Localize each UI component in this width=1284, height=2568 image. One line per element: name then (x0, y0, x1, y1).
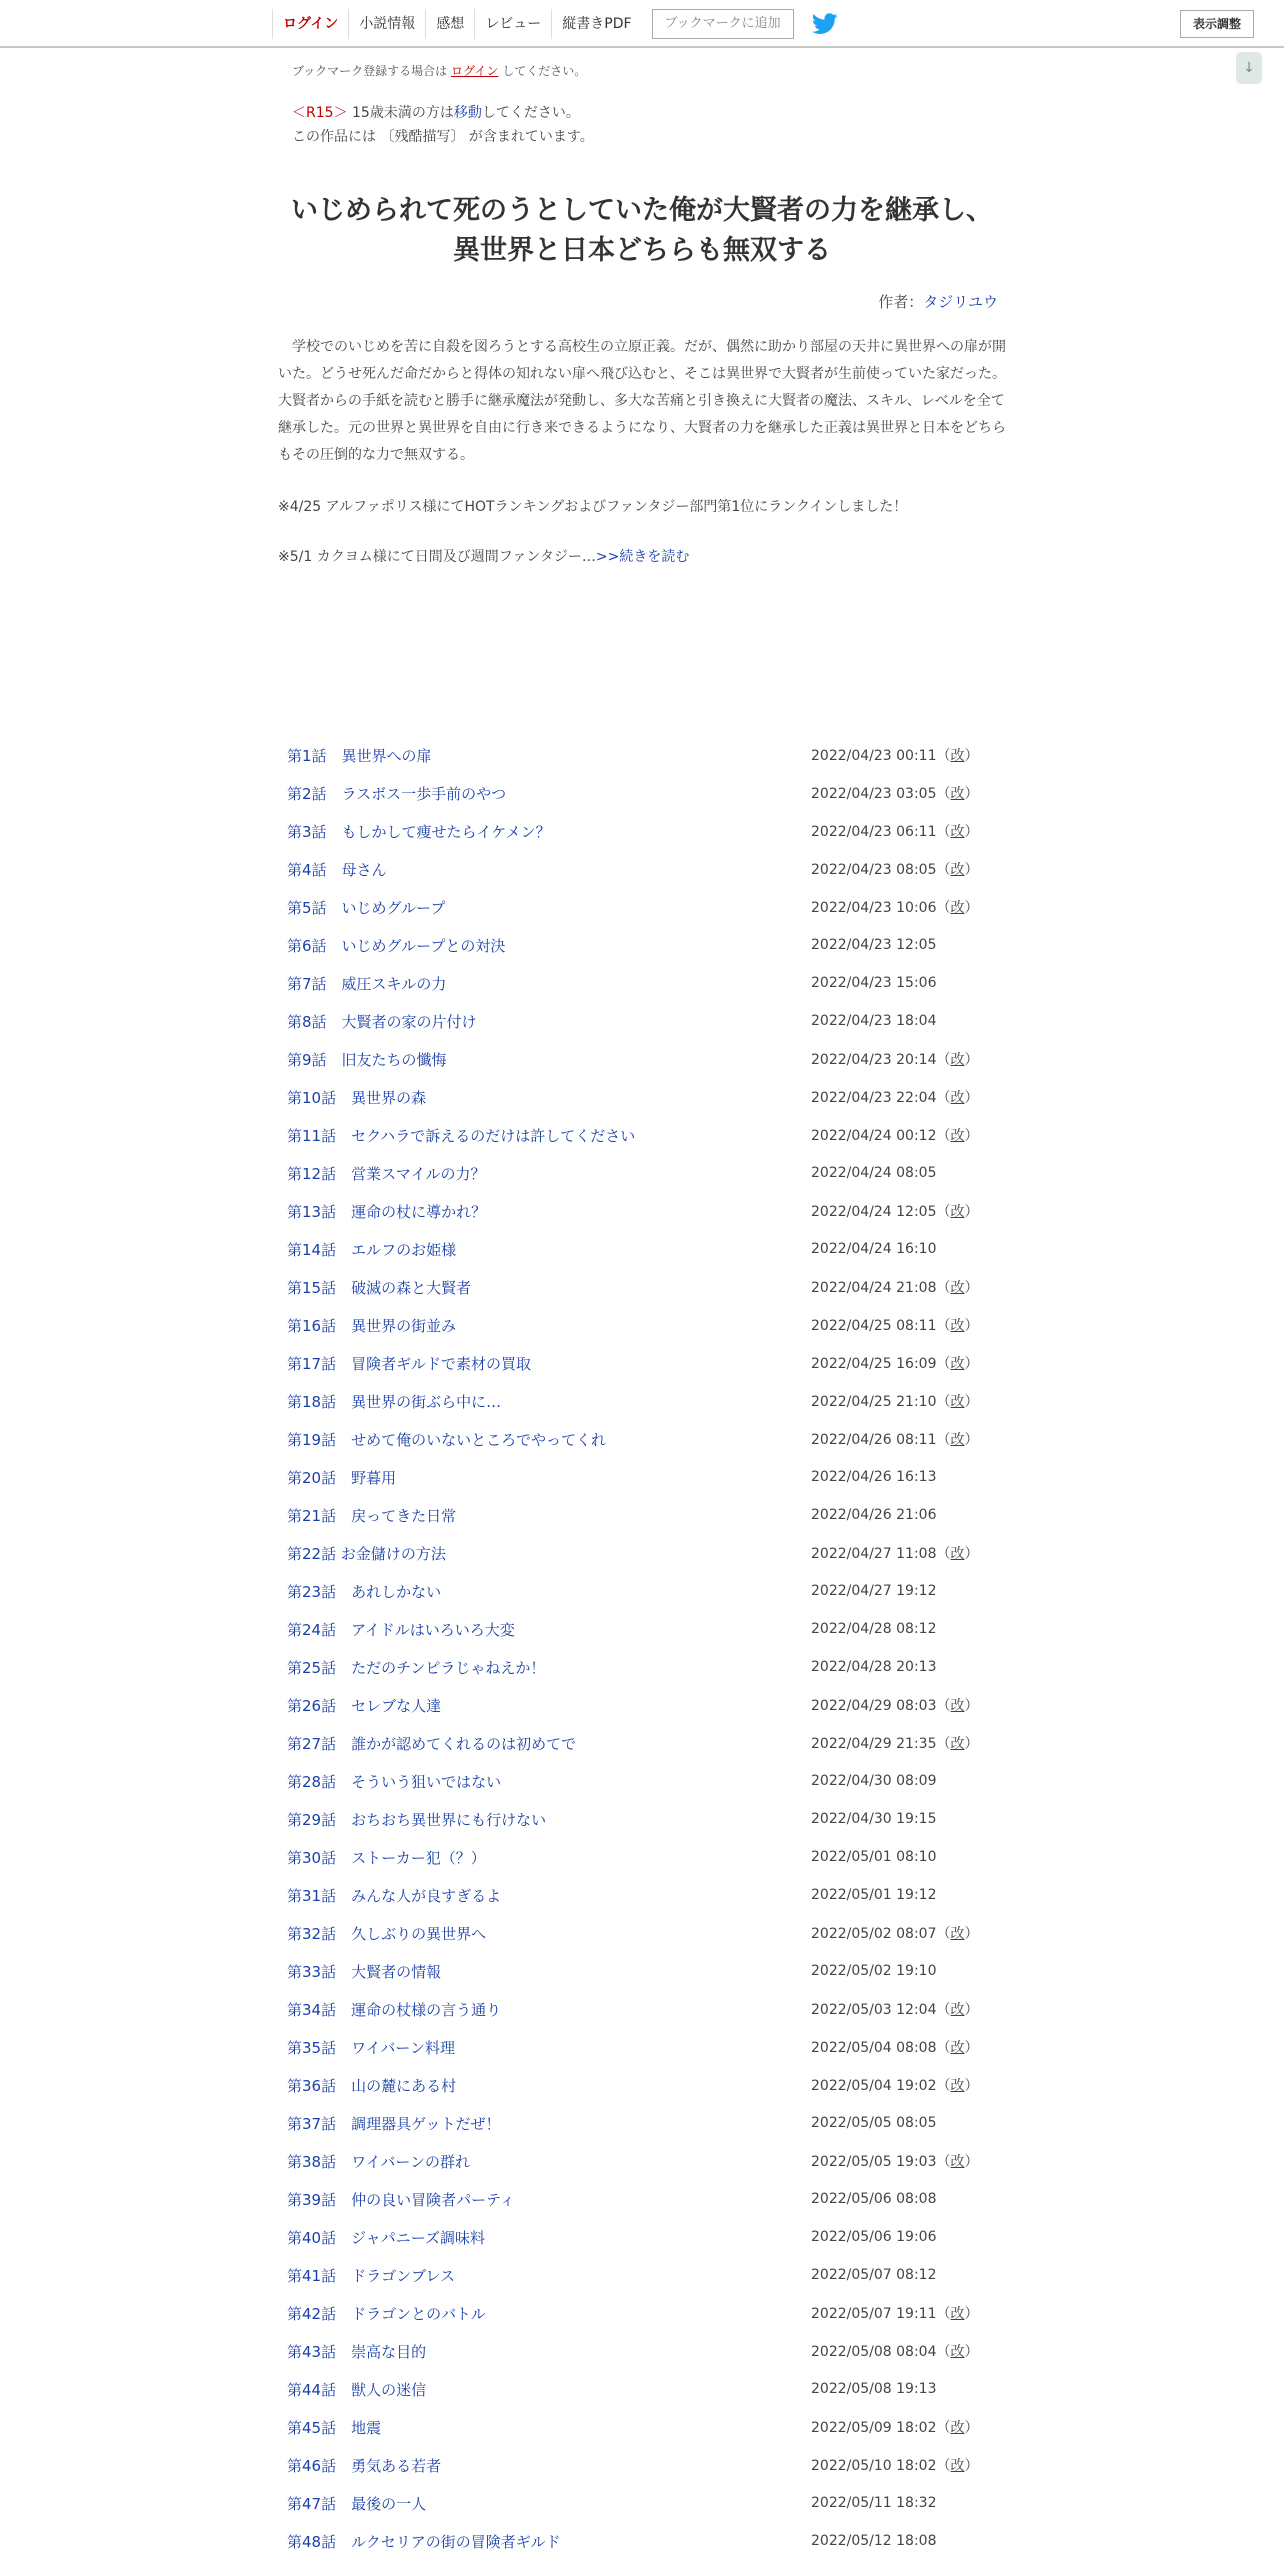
chapter-date: 2022/05/07 08:12 (811, 2267, 937, 2283)
chapter-title-link[interactable]: 第18話 異世界の街ぶら中に… (287, 1392, 502, 1411)
chapter-title-link[interactable]: 第48話 ルクセリアの街の冒険者ギルド (287, 2532, 561, 2551)
revision-mark: 改 (950, 1546, 965, 1562)
synopsis: 学校でのいじめを苦に自殺を図ろうとする高校生の立原正義。だが、偶然に助かり部屋の天井に異世界への扉が開いた。どうせ死んだ命だからと得体の知れない扉へ飛び込むと、そこは異世界で大賢者が生前使っていた家だった。大賢者からの手紙を読むと勝手に継承魔法が発動し、多大な苦痛と引き換えに大賢者の魔法、スキル、レベルを全て継承した。元の世界と異世界を自由に行き来できるようになり、大賢者の力を継承した正義は異世界と日本をどちらもその圧倒的な力で無双する。 (278, 339, 1006, 463)
chapter-row (287, 964, 1007, 1002)
chapter-row (287, 1952, 1007, 1990)
chapter-title-link[interactable]: 第22話 お金儲けの方法 (287, 1544, 446, 1563)
chapter-date: 2022/04/30 08:09 (811, 1773, 937, 1789)
revision-mark: 改 (950, 2344, 965, 2360)
chapter-title-link[interactable]: 第5話 いじめグループ (287, 898, 446, 917)
chapter-row (287, 2370, 1007, 2408)
revision-mark: 改 (950, 1698, 965, 1714)
chapter-title-link[interactable]: 第1話 異世界への扉 (287, 746, 432, 765)
chapter-row (287, 1686, 1007, 1724)
chapter-row (287, 2522, 1007, 2560)
chapter-title-link[interactable]: 第40話 ジャパニーズ調味料 (287, 2228, 486, 2247)
chapter-date: 2022/04/29 21:35（改） (811, 1736, 979, 1752)
chapter-title-link[interactable]: 第4話 母さん (287, 860, 387, 879)
chapter-date: 2022/04/27 11:08（改） (811, 1546, 979, 1562)
chapter-row (287, 1914, 1007, 1952)
chapter-row (287, 1268, 1007, 1306)
chapter-date: 2022/04/23 12:05 (811, 937, 937, 953)
chapter-row (287, 1648, 1007, 1686)
chapter-row (287, 1610, 1007, 1648)
chapter-row (287, 1876, 1007, 1914)
chapter-date: 2022/05/07 19:11（改） (811, 2306, 979, 2322)
chapter-date: 2022/04/24 12:05（改） (811, 1204, 979, 1220)
revision-mark: 改 (950, 2002, 965, 2018)
chapter-row (287, 2218, 1007, 2256)
novel-header (278, 46, 1006, 569)
twitter-bird-icon[interactable] (812, 13, 838, 35)
chapter-title-link[interactable]: 第10話 異世界の森 (287, 1088, 427, 1107)
chapter-title-link[interactable]: 第24話 アイドルはいろいろ大変 (287, 1620, 515, 1639)
chapter-row (287, 1192, 1007, 1230)
chapter-title-link[interactable]: 第9話 旧友たちの懺悔 (287, 1050, 447, 1069)
revision-mark: 改 (950, 1318, 965, 1334)
chapter-row (287, 1040, 1007, 1078)
chapter-row (287, 2028, 1007, 2066)
chapter-date: 2022/04/27 19:12 (811, 1583, 937, 1599)
age-notice-text: 15歳未満の方は (352, 105, 454, 121)
chapter-row (287, 1800, 1007, 1838)
read-more-link[interactable]: >>続きを読む (595, 549, 690, 565)
scroll-down-button[interactable]: ↓ (1236, 52, 1262, 84)
chapter-title-link[interactable]: 第33話 大賢者の情報 (287, 1962, 442, 1981)
chapter-date: 2022/05/05 19:03（改） (811, 2154, 979, 2170)
chapter-row (287, 1990, 1007, 2028)
chapter-date: 2022/05/04 19:02（改） (811, 2078, 979, 2094)
chapter-list (287, 736, 1007, 2560)
chapter-date: 2022/04/24 21:08（改） (811, 1280, 979, 1296)
nav-novel-info-link[interactable]: 小説情報 (348, 9, 425, 39)
chapter-date: 2022/04/28 20:13 (811, 1659, 937, 1675)
chapter-date: 2022/04/24 16:10 (811, 1241, 937, 1257)
revision-mark: 改 (950, 2078, 965, 2094)
chapter-date: 2022/05/02 08:07（改） (811, 1926, 979, 1942)
chapter-row (287, 1762, 1007, 1800)
chapter-title-link[interactable]: 第2話 ラスボス一歩手前のやつ (287, 784, 507, 803)
chapter-date: 2022/04/25 21:10（改） (811, 1394, 979, 1410)
chapter-title-link[interactable]: 第43話 崇高な目的 (287, 2342, 427, 2361)
chapter-title-link[interactable]: 第29話 おちおち異世界にも行けない (287, 1810, 547, 1829)
chapter-row (287, 812, 1007, 850)
chapter-date: 2022/04/23 08:05（改） (811, 862, 979, 878)
chapter-date: 2022/04/30 19:15 (811, 1811, 937, 1827)
chapter-row (287, 2066, 1007, 2104)
chapter-date: 2022/04/24 00:12（改） (811, 1128, 979, 1144)
rating-notice (292, 101, 1006, 149)
nav-login-link[interactable]: ログイン (272, 9, 348, 39)
chapter-row (287, 1230, 1007, 1268)
chapter-row (287, 1002, 1007, 1040)
chapter-title-link[interactable]: 第7話 威圧スキルの力 (287, 974, 447, 993)
chapter-row (287, 1154, 1007, 1192)
chapter-date: 2022/05/10 18:02（改） (811, 2458, 979, 2474)
chapter-title-link[interactable]: 第39話 仲の良い冒険者パーティ (287, 2190, 515, 2209)
revision-mark: 改 (950, 1280, 965, 1296)
chapter-row (287, 1572, 1007, 1610)
ranking-note-1: ※4/25 アルファポリス様にてHOTランキングおよびファンタジー部門第1位にランクインしました！ (278, 499, 908, 515)
chapter-row (287, 2484, 1007, 2522)
chapter-title-link[interactable]: 第45話 地震 (287, 2418, 382, 2437)
author-line (278, 291, 1006, 312)
revision-mark: 改 (950, 1090, 965, 1106)
chapter-date: 2022/04/23 15:06 (811, 975, 937, 991)
chapter-row (287, 888, 1007, 926)
author-link[interactable]: タジリユウ (923, 293, 998, 311)
chapter-title-link[interactable]: 第28話 そういう狙いではない (287, 1772, 502, 1791)
chapter-title-link[interactable]: 第37話 調理器具ゲットだぜ！ (287, 2114, 501, 2133)
chapter-title-link[interactable]: 第17話 冒険者ギルドで素材の買取 (287, 1354, 531, 1373)
chapter-title-link[interactable]: 第36話 山の麓にある村 (287, 2076, 457, 2095)
revision-mark: 改 (950, 748, 965, 764)
chapter-date: 2022/04/26 16:13 (811, 1469, 937, 1485)
chapter-date: 2022/04/23 03:05（改） (811, 786, 979, 802)
chapter-row (287, 1534, 1007, 1572)
revision-mark: 改 (950, 2420, 965, 2436)
chapter-row (287, 2408, 1007, 2446)
chapter-row (287, 1724, 1007, 1762)
chapter-title-link[interactable]: 第12話 営業スマイルの力？ (287, 1164, 486, 1183)
chapter-date: 2022/04/24 08:05 (811, 1165, 937, 1181)
revision-mark: 改 (950, 1052, 965, 1068)
revision-mark: 改 (950, 1394, 965, 1410)
add-bookmark-button[interactable]: ブックマークに追加 (652, 9, 794, 39)
revision-mark: 改 (950, 2306, 965, 2322)
novel-title-line2: 異世界と日本どちらも無双する (453, 235, 831, 266)
chapter-row (287, 2256, 1007, 2294)
chapter-date: 2022/05/12 18:08 (811, 2533, 937, 2549)
chapter-row (287, 1838, 1007, 1876)
chapter-date: 2022/05/01 08:10 (811, 1849, 937, 1865)
chapter-date: 2022/04/23 00:11（改） (811, 748, 979, 764)
top-navigation-bar (0, 0, 1284, 48)
chapter-title-link[interactable]: 第32話 久しぶりの異世界へ (287, 1924, 487, 1943)
chapter-row (287, 926, 1007, 964)
chapter-title-link[interactable]: 第26話 セレブな人達 (287, 1696, 442, 1715)
move-link[interactable]: 移動 (453, 105, 482, 121)
chapter-date: 2022/04/25 08:11（改） (811, 1318, 979, 1334)
chapter-row (287, 2446, 1007, 2484)
revision-mark: 改 (950, 2040, 965, 2056)
chapter-title-link[interactable]: 第15話 破滅の森と大賢者 (287, 1278, 472, 1297)
chapter-title-link[interactable]: 第27話 誰かが認めてくれるのは初めてで (287, 1734, 577, 1753)
chapter-title-link[interactable]: 第6話 いじめグループとの対決 (287, 936, 506, 955)
chapter-title-link[interactable]: 第3話 もしかして痩せたらイケメン？ (287, 822, 551, 841)
chapter-date: 2022/04/23 20:14（改） (811, 1052, 979, 1068)
chapter-title-link[interactable]: 第47話 最後の一人 (287, 2494, 427, 2513)
chapter-row (287, 1078, 1007, 1116)
revision-mark: 改 (950, 824, 965, 840)
revision-mark: 改 (950, 900, 965, 916)
chapter-row (287, 1496, 1007, 1534)
chapter-title-link[interactable]: 第44話 獣人の迷信 (287, 2380, 427, 2399)
nav-review-link[interactable]: レビュー (474, 9, 551, 39)
chapter-date: 2022/04/23 10:06（改） (811, 900, 979, 916)
bookmark-notice (292, 62, 1006, 79)
chapter-date: 2022/04/25 16:09（改） (811, 1356, 979, 1372)
nav-pdf-link[interactable]: 縦書きPDF (551, 9, 641, 39)
chapter-title-link[interactable]: 第38話 ワイバーンの群れ (287, 2152, 471, 2171)
chapter-title-link[interactable]: 第30話 ストーカー犯（？） (287, 1848, 486, 1867)
chapter-date: 2022/05/08 08:04（改） (811, 2344, 979, 2360)
chapter-row (287, 774, 1007, 812)
chapter-date: 2022/04/26 21:06 (811, 1507, 937, 1523)
chapter-title-link[interactable]: 第16話 異世界の街並み (287, 1316, 457, 1335)
age-notice-suffix: してください。 (481, 105, 580, 121)
chapter-title-link[interactable]: 第21話 戻ってきた日常 (287, 1506, 457, 1525)
chapter-date: 2022/05/05 08:05 (811, 2115, 937, 2131)
chapter-title-link[interactable]: 第8話 大賢者の家の片付け (287, 1012, 477, 1031)
chapter-title-link[interactable]: 第13話 運命の杖に導かれ？ (287, 1202, 487, 1221)
chapter-title-link[interactable]: 第46話 勇気ある若者 (287, 2456, 442, 2475)
revision-mark: 改 (950, 1356, 965, 1372)
chapter-date: 2022/05/03 12:04（改） (811, 2002, 979, 2018)
nav-impressions-link[interactable]: 感想 (425, 9, 474, 39)
revision-mark: 改 (950, 2154, 965, 2170)
chapter-row (287, 1382, 1007, 1420)
chapter-row (287, 1344, 1007, 1382)
bookmark-notice-login-link[interactable]: ログイン (451, 64, 499, 78)
chapter-date: 2022/04/28 08:12 (811, 1621, 937, 1637)
ranking-note-2 (278, 545, 1006, 569)
novel-title (278, 191, 1006, 271)
chapter-date: 2022/05/09 18:02（改） (811, 2420, 979, 2436)
chapter-date: 2022/05/02 19:10 (811, 1963, 937, 1979)
bookmark-notice-prefix: ブックマーク登録する場合は (292, 64, 448, 78)
content-warning: この作品には 〔残酷描写〕 が含まれています。 (292, 129, 594, 145)
chapter-date: 2022/04/23 18:04 (811, 1013, 937, 1029)
revision-mark: 改 (950, 862, 965, 878)
chapter-title-link[interactable]: 第20話 野暮用 (287, 1468, 397, 1487)
revision-mark: 改 (950, 1432, 965, 1448)
chapter-title-link[interactable]: 第19話 せめて俺のいないところでやってくれ (287, 1430, 606, 1449)
revision-mark: 改 (950, 1926, 965, 1942)
chapter-row (287, 2294, 1007, 2332)
revision-mark: 改 (950, 786, 965, 802)
display-adjust-button[interactable]: 表示調整 (1180, 10, 1254, 38)
chapter-title-link[interactable]: 第14話 エルフのお姫様 (287, 1240, 457, 1259)
chapter-row (287, 2332, 1007, 2370)
chapter-row (287, 2104, 1007, 2142)
chapter-title-link[interactable]: 第31話 みんな人が良すぎるよ (287, 1886, 502, 1905)
chapter-date: 2022/04/23 22:04（改） (811, 1090, 979, 1106)
chapter-date: 2022/05/11 18:32 (811, 2495, 937, 2511)
ranking-note-2-text: ※5/1 カクヨム様にて日間及び週間ファンタジー… (278, 549, 596, 565)
nav-menu (272, 8, 838, 40)
r15-badge: ＜R15＞ (292, 105, 348, 121)
chapter-title-link[interactable]: 第34話 運命の杖様の言う通り (287, 2000, 502, 2019)
chapter-title-link[interactable]: 第42話 ドラゴンとのバトル (287, 2304, 486, 2323)
chapter-date: 2022/05/06 08:08 (811, 2191, 937, 2207)
chapter-row (287, 1420, 1007, 1458)
chapter-row (287, 1458, 1007, 1496)
chapter-date: 2022/04/23 06:11（改） (811, 824, 979, 840)
chapter-title-link[interactable]: 第23話 あれしかない (287, 1582, 442, 1601)
revision-mark: 改 (950, 2458, 965, 2474)
chapter-title-link[interactable]: 第35話 ワイバーン料理 (287, 2038, 456, 2057)
author-label: 作者： (878, 293, 924, 311)
chapter-title-link[interactable]: 第11話 セクハラで訴えるのだけは許してください (287, 1126, 636, 1145)
chapter-row (287, 2142, 1007, 2180)
revision-mark: 改 (950, 1736, 965, 1752)
chapter-title-link[interactable]: 第41話 ドラゴンブレス (287, 2266, 456, 2285)
revision-mark: 改 (950, 1204, 965, 1220)
chapter-row (287, 850, 1007, 888)
chapter-row (287, 736, 1007, 774)
novel-title-line1: いじめられて死のうとしていた俺が大賢者の力を継承し、 (291, 195, 993, 226)
chapter-title-link[interactable]: 第25話 ただのチンピラじゃねえか！ (287, 1658, 546, 1677)
chapter-date: 2022/04/26 08:11（改） (811, 1432, 979, 1448)
chapter-date: 2022/05/01 19:12 (811, 1887, 937, 1903)
chapter-row (287, 2180, 1007, 2218)
chapter-date: 2022/05/06 19:06 (811, 2229, 937, 2245)
revision-mark: 改 (950, 1128, 965, 1144)
chapter-row (287, 1306, 1007, 1344)
chapter-date: 2022/05/08 19:13 (811, 2381, 937, 2397)
chapter-date: 2022/04/29 08:03（改） (811, 1698, 979, 1714)
bookmark-notice-suffix: してください。 (502, 64, 587, 78)
chapter-date: 2022/05/04 08:08（改） (811, 2040, 979, 2056)
chapter-row (287, 1116, 1007, 1154)
